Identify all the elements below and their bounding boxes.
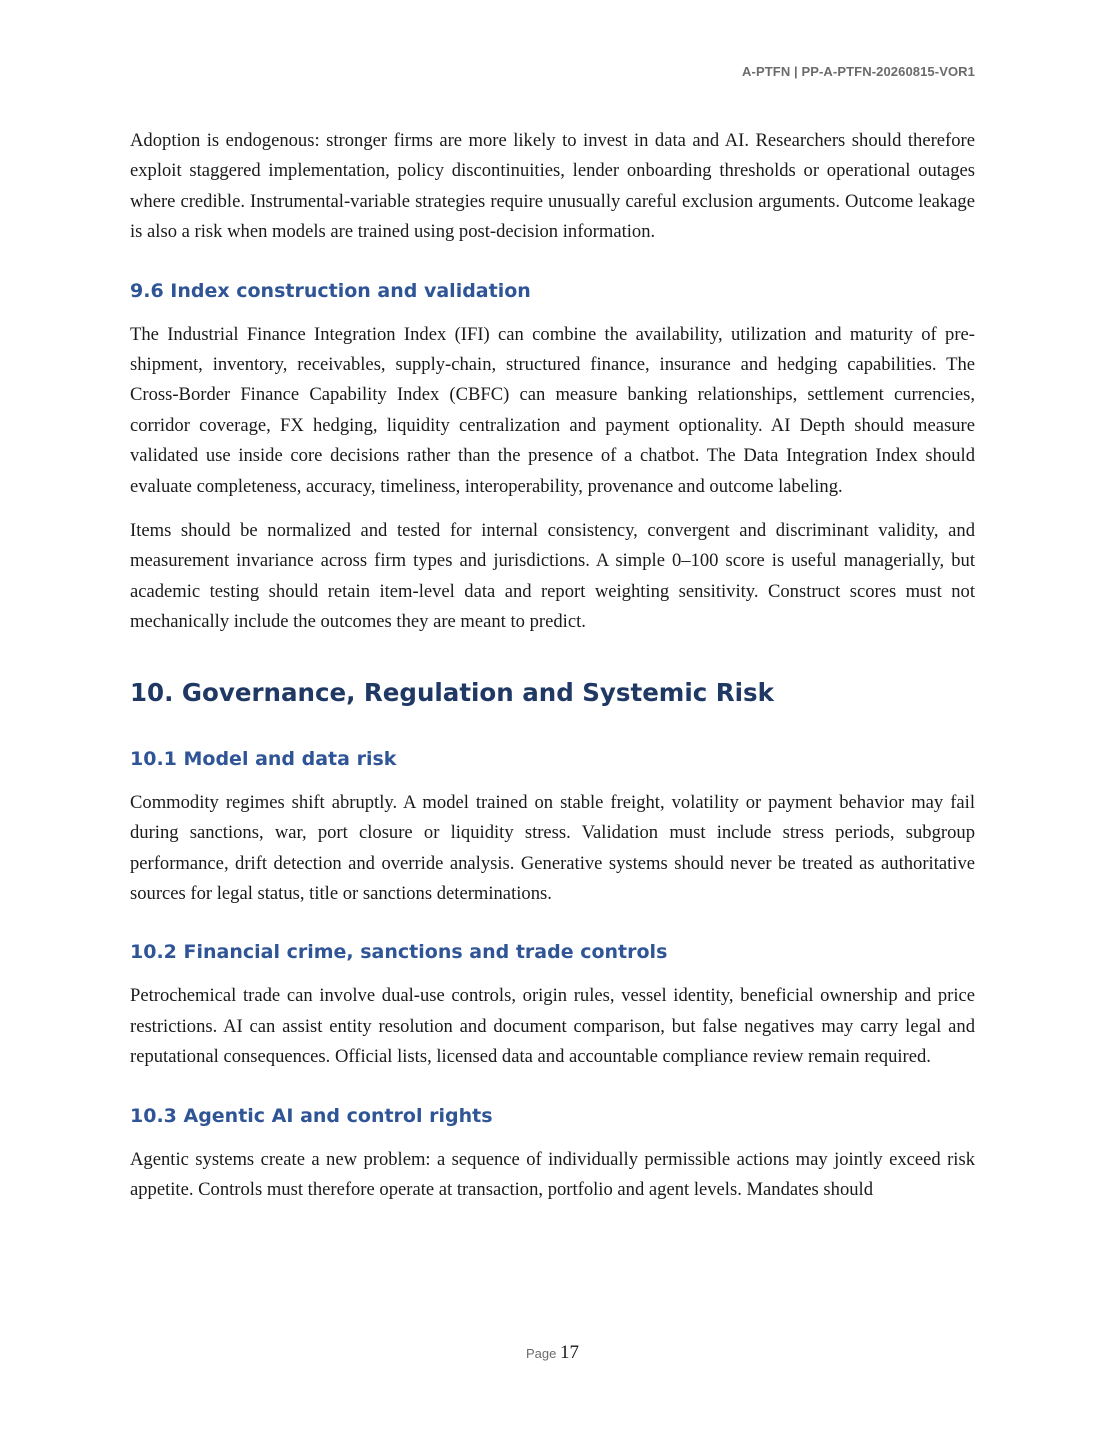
running-header: A-PTFN | PP-A-PTFN-20260815-VOR1 <box>742 64 975 79</box>
section-10-3-paragraph-1: Agentic systems create a new problem: a sequence of individually permissible actions may jointly exceed risk appetite. Controls must therefore operate at transaction, portfolio and agent levels. Mandates should <box>130 1148 975 1200</box>
page-number: 17 <box>560 1342 579 1363</box>
intro-paragraph: Adoption is endogenous: stronger firms are more likely to invest in data and AI. Researchers should therefore exploit staggered implementation, policy discontinuities, lender onboarding thresholds or operational outages where credible. Instrumental-variable strategies require unusually careful exclusion arguments. Outcome leakage is also a risk when models are trained using post-decision information. <box>130 130 975 243</box>
page-label: Page <box>526 1346 557 1361</box>
section-10-1-paragraph-1: Commodity regimes shift abruptly. A model trained on stable freight, volatility or payment behavior may fail during sanctions, war, port closure or liquidity stress. Validation must include stress periods, subgroup performance, drift detection and override analysis. Generative systems should never be treated as authoritative sources for legal status, title or sanctions determinations. <box>130 791 975 904</box>
section-9-6-paragraph-2: Items should be normalized and tested for internal consistency, convergent and discriminant validity, and measurement invariance across firm types and jurisdictions. A simple 0–100 score is useful managerially, but academic testing should retain item-level data and report weighting sensitivity. Construct scores must not mechanically include the outcomes they are meant to predict. <box>130 520 975 633</box>
section-9-6-paragraph-1: The Industrial Finance Integration Index (IFI) can combine the availability, utilization and maturity of pre-shipment, inventory, receivables, supply-chain, structured finance, insurance and hedging capabilities. The Cross-Border Finance Capability Index (CBFC) can measure banking relationships, settlement currencies, corridor coverage, FX hedging, liquidity centralization and payment optionality. AI Depth should measure validated use inside core decisions rather than the presence of a chatbot. The Data Integration Index should evaluate completeness, accuracy, timeliness, interoperability, provenance and outcome labeling. <box>130 323 975 497</box>
section-heading-9-6: 9.6 Index construction and validation <box>130 279 531 302</box>
page-content <box>130 126 975 1205</box>
section-heading-10-2: 10.2 Financial crime, sanctions and trade controls <box>130 941 668 964</box>
page-footer <box>0 1342 1105 1364</box>
section-heading-10-1: 10.1 Model and data risk <box>130 747 397 770</box>
section-heading-10-3: 10.3 Agentic AI and control rights <box>130 1104 493 1127</box>
section-heading-10: 10. Governance, Regulation and Systemic Risk <box>130 677 774 707</box>
section-10-2-paragraph-1: Petrochemical trade can involve dual-use controls, origin rules, vessel identity, beneficial ownership and price restrictions. AI can assist entity resolution and document comparison, but false negatives may carry legal and reputational consequences. Official lists, licensed data and accountable compliance review remain required. <box>130 985 975 1068</box>
